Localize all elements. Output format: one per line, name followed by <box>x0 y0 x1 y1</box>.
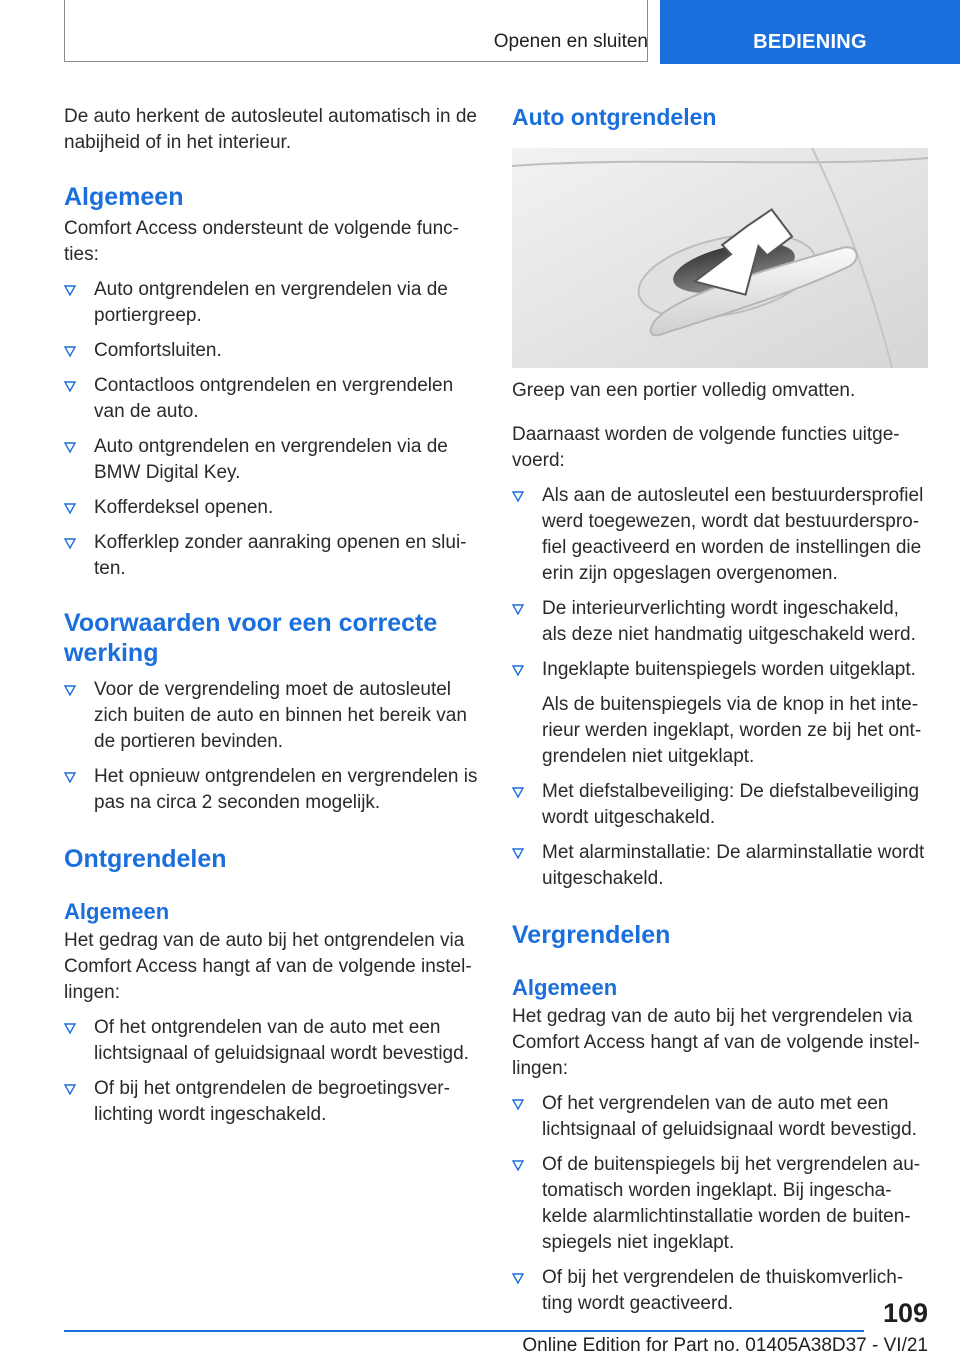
list-item: Met alarminstallatie: De alarminstallatie wordt uitgeschakeld. <box>512 840 928 892</box>
bullet-triangle-icon <box>64 1084 76 1095</box>
bullet-triangle-icon <box>512 787 524 798</box>
door-handle-figure <box>512 148 928 368</box>
list-item: Of het vergrendelen van de auto met een lichtsignaal of geluidsignaal wordt bevestigd. <box>512 1091 928 1143</box>
list-item: Of het ontgrendelen van de auto met een lichtsignaal of geluidsignaal wordt bevestigd. <box>64 1015 484 1067</box>
footer-edition: Online Edition for Part no. 01405A38D37 - VI/21 <box>522 1335 928 1356</box>
heading-auto-ontgrendelen: Auto ontgrendelen <box>512 104 717 130</box>
bullet-triangle-icon <box>64 346 76 357</box>
left-column <box>64 100 484 1128</box>
list-item: Voor de vergrendeling moet de autosleutel zich buiten de auto en binnen het bereik van de portieren bevinden. <box>64 677 484 755</box>
list-item: Met diefstalbeveiliging: De diefstalbeveiliging wordt uitgeschakeld. <box>512 779 928 831</box>
list-item: Of bij het vergrendelen de thuiskomverlich-ting wordt geactiveerd. <box>512 1265 928 1317</box>
intro-text: De auto herkent de autosleutel automatisch in de nabijheid of in het interieur. <box>64 106 477 153</box>
bullet-triangle-icon <box>512 491 524 502</box>
bullet-triangle-icon <box>64 538 76 549</box>
list-item: Contactloos ontgrendelen en vergrendelen van de auto. <box>64 373 484 425</box>
bullet-triangle-icon <box>512 848 524 859</box>
list-item: De interieurverlichting wordt ingeschakeld, als deze niet handmatig uitgeschakeld werd. <box>512 596 928 648</box>
heading-voorwaarden: Voorwaarden voor een correcte werking <box>64 609 438 667</box>
bullet-triangle-icon <box>512 1273 524 1284</box>
ontgrendelen-list <box>64 1015 484 1128</box>
bullet-triangle-icon <box>64 1023 76 1034</box>
subheading-algemeen: Algemeen <box>64 899 170 924</box>
list-item: Ingeklapte buitenspiegels worden uitgeklapt. Als de buitenspiegels via de knop in het inte-rieur werden ingeklapt, worden ze bij het ont-grendelen niet uitgeklapt. <box>512 657 928 770</box>
list-item: Of bij het ontgrendelen de begroetingsver-lichting wordt ingeschakeld. <box>64 1076 484 1128</box>
list-item: Als aan de autosleutel een bestuurdersprofiel werd toegewezen, wordt dat bestuurderspro-fiel geactiveerd en worden de instellingen die erin zijn opgeslagen overgenomen. <box>512 483 928 587</box>
ontgrendelen-text: Het gedrag van de auto bij het ontgrendelen via Comfort Access hangt af van de volgende instel-lingen: <box>64 930 472 1003</box>
list-item: Auto ontgrendelen en vergrendelen via de BMW Digital Key. <box>64 434 484 486</box>
bullet-triangle-icon <box>64 285 76 296</box>
section-title: Openen en sluiten <box>493 31 648 52</box>
list-item: Kofferklep zonder aanraking openen en slui-ten. <box>64 530 484 582</box>
list-item-note: Als de buitenspiegels via de knop in het inte-rieur werden ingeklapt, worden ze bij het ont-grendelen niet uitgeklapt. <box>542 694 922 767</box>
footer-divider <box>64 1330 864 1332</box>
list-item: Auto ontgrendelen en vergrendelen via de portiergreep. <box>64 277 484 329</box>
bullet-triangle-icon <box>512 1099 524 1110</box>
bullet-triangle-icon <box>64 685 76 696</box>
bullet-triangle-icon <box>512 1160 524 1171</box>
bullet-triangle-icon <box>512 665 524 676</box>
vergrendelen-text: Het gedrag van de auto bij het vergrendelen via Comfort Access hangt af van de volgende instel-lingen: <box>512 1006 920 1079</box>
heading-ontgrendelen: Ontgrendelen <box>64 845 227 873</box>
auto-ontgrendelen-text: Daarnaast worden de volgende functies uitge-voerd: <box>512 424 900 471</box>
heading-vergrendelen: Vergrendelen <box>512 921 671 949</box>
list-item: Comfortsluiten. <box>64 338 484 364</box>
voorwaarden-list <box>64 677 484 816</box>
page-number: 109 <box>882 1298 928 1328</box>
algemeen-list <box>64 277 484 582</box>
figure-caption: Greep van een portier volledig omvatten. <box>512 380 856 401</box>
chapter-tab: BEDIENING <box>660 0 960 64</box>
right-column <box>512 100 928 1317</box>
bullet-triangle-icon <box>64 381 76 392</box>
algemeen-text: Comfort Access ondersteunt de volgende func-ties: <box>64 218 460 265</box>
list-item: Het opnieuw ontgrendelen en vergrendelen is pas na circa 2 seconden mogelijk. <box>64 764 484 816</box>
door-handle-illustration <box>512 148 928 368</box>
bullet-triangle-icon <box>64 442 76 453</box>
list-item: Kofferdeksel openen. <box>64 495 484 521</box>
bullet-triangle-icon <box>512 604 524 615</box>
list-item: Of de buitenspiegels bij het vergrendelen au-tomatisch worden ingeklapt. Bij ingescha-kelde alarmlichtinstallatie worden de buiten-spiegels niet ingeklapt. <box>512 1152 928 1256</box>
subheading-algemeen: Algemeen <box>512 975 618 1000</box>
heading-algemeen: Algemeen <box>64 183 184 211</box>
bullet-triangle-icon <box>64 772 76 783</box>
bullet-triangle-icon <box>64 503 76 514</box>
vergrendelen-list <box>512 1091 928 1317</box>
auto-ontgrendelen-list <box>512 483 928 892</box>
